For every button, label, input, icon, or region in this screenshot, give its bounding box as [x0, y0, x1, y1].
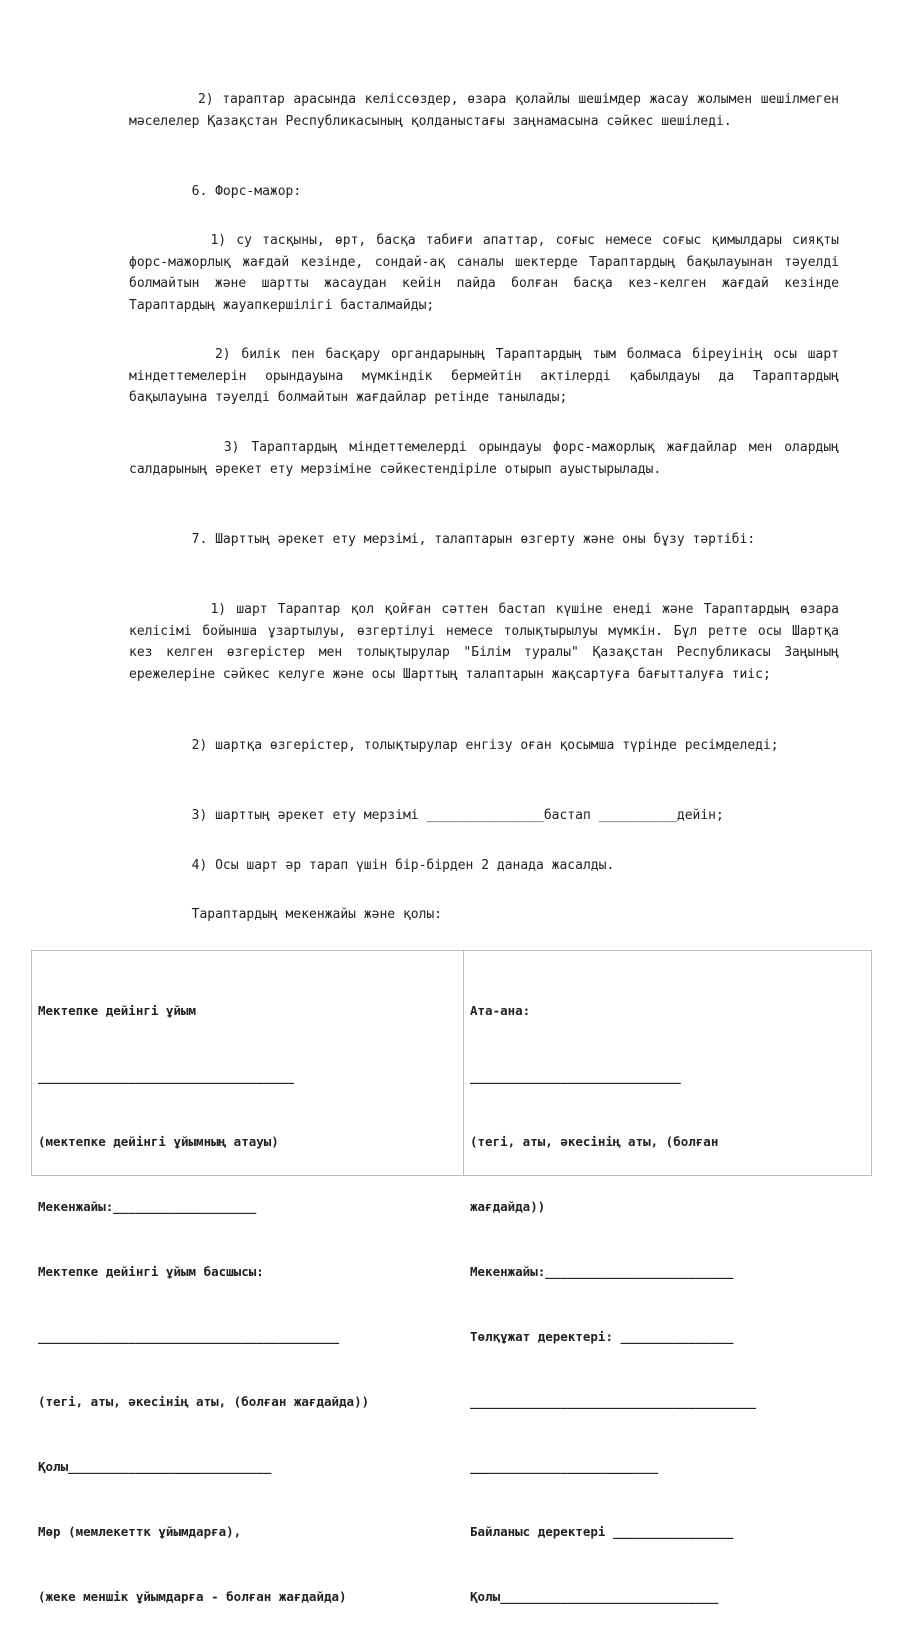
- signature-table: [31, 950, 872, 1605]
- paragraph: 2) тараптар арасында келіссөздер, өзара қолайлы шешімдер жасау жолымен шешілмеген мәселелер Қазақстан Республикасының қолданыстағы заңнамасына сәйкес шешіледі.: [129, 92, 847, 129]
- parent-address: Мекенжайы:_________________________: [470, 1263, 734, 1279]
- parent-name-line: ____________________________: [470, 1068, 681, 1084]
- preschool-seal-note: (жеке меншік ұйымдарға - болған жағдайда): [38, 1589, 347, 1605]
- parent-signature: Қолы_____________________________: [470, 1589, 719, 1605]
- parent-contacts: Байланыс деректері ________________: [470, 1524, 734, 1540]
- preschool-signature: Қолы___________________________: [38, 1459, 272, 1475]
- preschool-label: Мектепке дейінгі ұйым: [38, 1003, 197, 1019]
- preschool-name-caption: (мектепке дейінгі ұйымның атауы): [38, 1133, 279, 1149]
- paragraph: 3) шарттың әрекет ету мерзімі _______________бастап __________дейін;: [129, 808, 724, 823]
- preschool-seal: Мөр (мемлекеттк ұйымдарға),: [38, 1524, 242, 1540]
- preschool-head-label: Мектепке дейінгі ұйым басшысы:: [38, 1263, 264, 1279]
- section-heading: 7. Шарттың әрекет ету мерзімі, талаптарын өзгерту және оны бұзу тәртібі:: [129, 532, 756, 547]
- preschool-head-caption: (тегі, аты, әкесінің аты, (болған жағдайда)): [38, 1394, 370, 1410]
- preschool-signature-block: [32, 951, 464, 1605]
- paragraph: 2) шартқа өзгерістер, толықтырулар енгізу оған қосымша түрінде ресімделеді;: [129, 738, 779, 753]
- preschool-name-line: __________________________________: [38, 1068, 294, 1084]
- preschool-head-line: ________________________________________: [38, 1328, 340, 1344]
- paragraph: 2) билік пен басқару органдарының Тараптардың тым болмаса біреуінің осы шарт міндеттемелерін орындауына мүмкіндік бермейтін актілерді қабылдауы да Тараптардың бақылауына тәуелді болмайтын жағдайлар ретінде танылады;: [129, 347, 847, 406]
- section-heading: 6. Форс-мажор:: [129, 184, 302, 199]
- parent-label: Ата-ана:: [470, 1003, 531, 1019]
- paragraph: 3) Тараптардың міндеттемелерді орындауы форс-мажорлық жағдайлар мен олардың салдарының әрекет ету мерзіміне сәйкестендіріле отырып ауыстырылады.: [129, 440, 847, 477]
- paragraph: 1) су тасқыны, өрт, басқа табиғи апаттар, соғыс немесе соғыс қимылдары сияқты форс-мажорлық жағдай кезінде, сондай-ақ саналы шектерде Тараптардың бақылауынан тәуелді болмайтын және шартты жасаудан кейін пайда болған басқа кез-келген жағдай кезінде Тараптардың жауапкершілігі басталмайды;: [129, 233, 847, 313]
- paragraph: 1) шарт Тараптар қол қойған сәттен бастап күшіне енеді және Тараптардың өзара келісімі бойынша ұзартылуы, өзгертілуі немесе толықтырылуы мүмкін. Бұл ретте осы Шартқа кез келген өзгерістер мен толықтырулар "Білім туралы" Қазақстан Республикасы Заңының ережелеріне сәйкес келуге және осы Шарттың талаптарын жақсартуға бағытталуға тиіс;: [129, 602, 847, 682]
- parent-name-caption: (тегі, аты, әкесінің аты, (болған: [470, 1133, 719, 1149]
- parent-signature-block: [464, 951, 871, 1605]
- paragraph: Тараптардың мекенжайы және қолы:: [129, 907, 443, 922]
- preschool-address: Мекенжайы:___________________: [38, 1198, 257, 1214]
- parent-name-caption-cont: жағдайда)): [470, 1198, 546, 1214]
- parent-passport: Төлқұжат деректері: _______________: [470, 1328, 734, 1344]
- paragraph: 4) Осы шарт әр тарап үшін бір-бірден 2 данада жасалды.: [129, 858, 615, 873]
- parent-passport-line-2: _________________________: [470, 1459, 659, 1475]
- parent-passport-line: ______________________________________: [470, 1394, 756, 1410]
